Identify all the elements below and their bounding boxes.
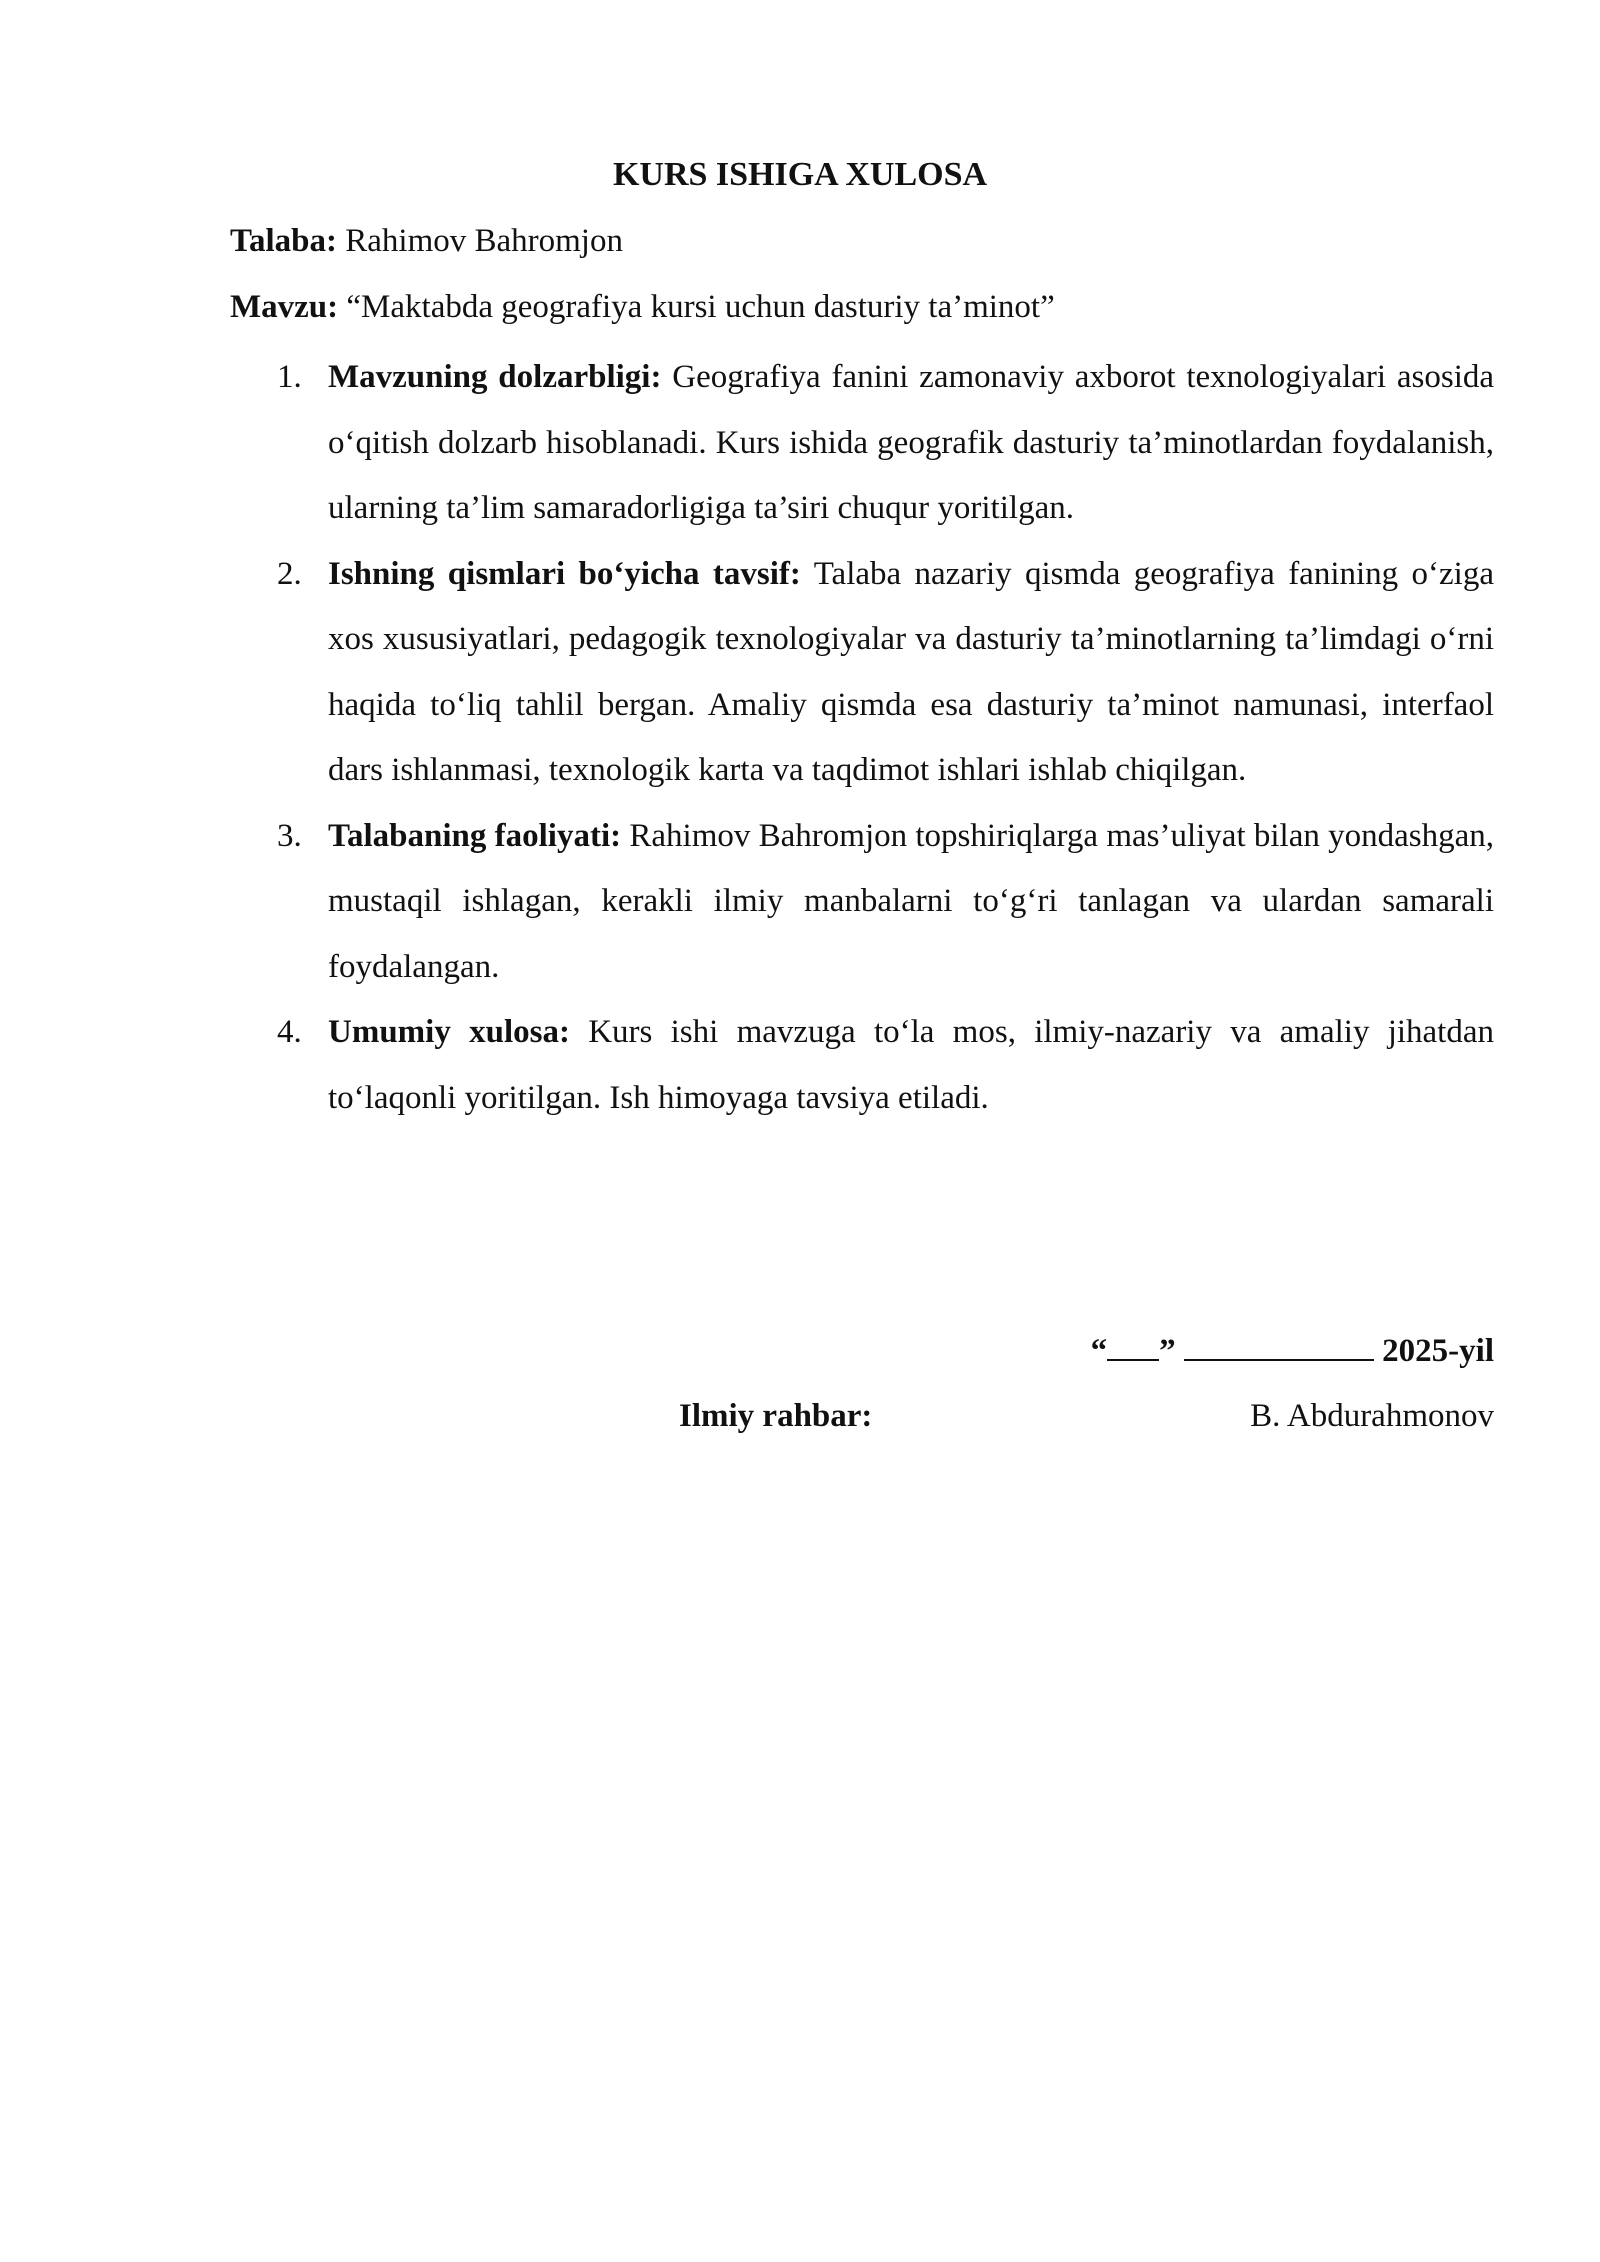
list-item-heading: Ishning qismlari bo‘yicha tavsif:: [328, 555, 801, 592]
list-item: [275, 345, 1494, 542]
supervisor-label: Ilmiy rahbar:: [679, 1398, 873, 1434]
topic-value: “Maktabda geografiya kursi uchun dasturiy ta’minot”: [346, 289, 1055, 325]
date-close-quote: ”: [1159, 1333, 1176, 1369]
topic-line: [230, 284, 1055, 330]
document-title: KURS ISHIGA XULOSA: [612, 156, 988, 193]
list-item-heading: Mavzuning dolzarbligi:: [328, 359, 662, 395]
date-open-quote: “: [1090, 1333, 1108, 1369]
list-item-text: Geografiya fanini zamonaviy axborot texnologiyalari asosida o‘qitish dolzarb hisoblanadi. Kurs ishida geografik dasturiy ta’minotlardan foydalanish, ularning ta’lim samaradorligiga ta’siri chuqur yoritilgan.: [328, 359, 1495, 526]
list-item-number: 3.: [277, 817, 302, 854]
student-name: Rahimov Bahromjon: [345, 223, 623, 259]
conclusion-list: [275, 345, 1494, 1131]
topic-label: Mavzu:: [230, 289, 339, 325]
list-item-number: 2.: [277, 555, 302, 592]
list-item-text: Talaba nazariy qismda geografiya fanining o‘ziga xos xususiyatlari, pedagogik texnologiyalar va dasturiy ta’minotlarning ta’limdagi o‘rni haqida to‘liq tahlil bergan. Amaliy qismda esa dasturiy ta’minot namunasi, interfaol dars ishlanmasi, texnologik karta va taqdimot ishlari ishlab chiqilgan.: [328, 555, 1494, 788]
date-line: [1091, 1328, 1494, 1374]
list-item-text: Kurs ishi mavzuga to‘la mos, ilmiy-nazariy va amaliy jihatdan to‘laqonli yoritilgan. Ish himoyaga tavsiya etiladi.: [328, 1014, 1494, 1116]
student-line: [230, 218, 623, 264]
list-item: [275, 804, 1494, 1001]
list-item-number: 4.: [277, 1014, 302, 1050]
month-blank: [1184, 1329, 1374, 1361]
list-item-heading: Talabaning faoliyati:: [328, 817, 622, 854]
list-item-number: 1.: [277, 359, 302, 395]
supervisor-name: B. Abdurahmonov: [1250, 1398, 1494, 1434]
list-item: [275, 542, 1494, 804]
date-year: 2025-yil: [1382, 1333, 1494, 1369]
list-item-heading: Umumiy xulosa:: [328, 1014, 570, 1050]
student-label: Talaba:: [230, 223, 337, 259]
list-item-text: Rahimov Bahromjon topshiriqlarga mas’uliyat bilan yondashgan, mustaqil ishlagan, kerakli ilmiy manbalarni to‘g‘ri tanlagan va ulardan samarali foydalangan.: [328, 817, 1494, 985]
day-blank: [1107, 1329, 1159, 1361]
list-item: [275, 1000, 1494, 1131]
